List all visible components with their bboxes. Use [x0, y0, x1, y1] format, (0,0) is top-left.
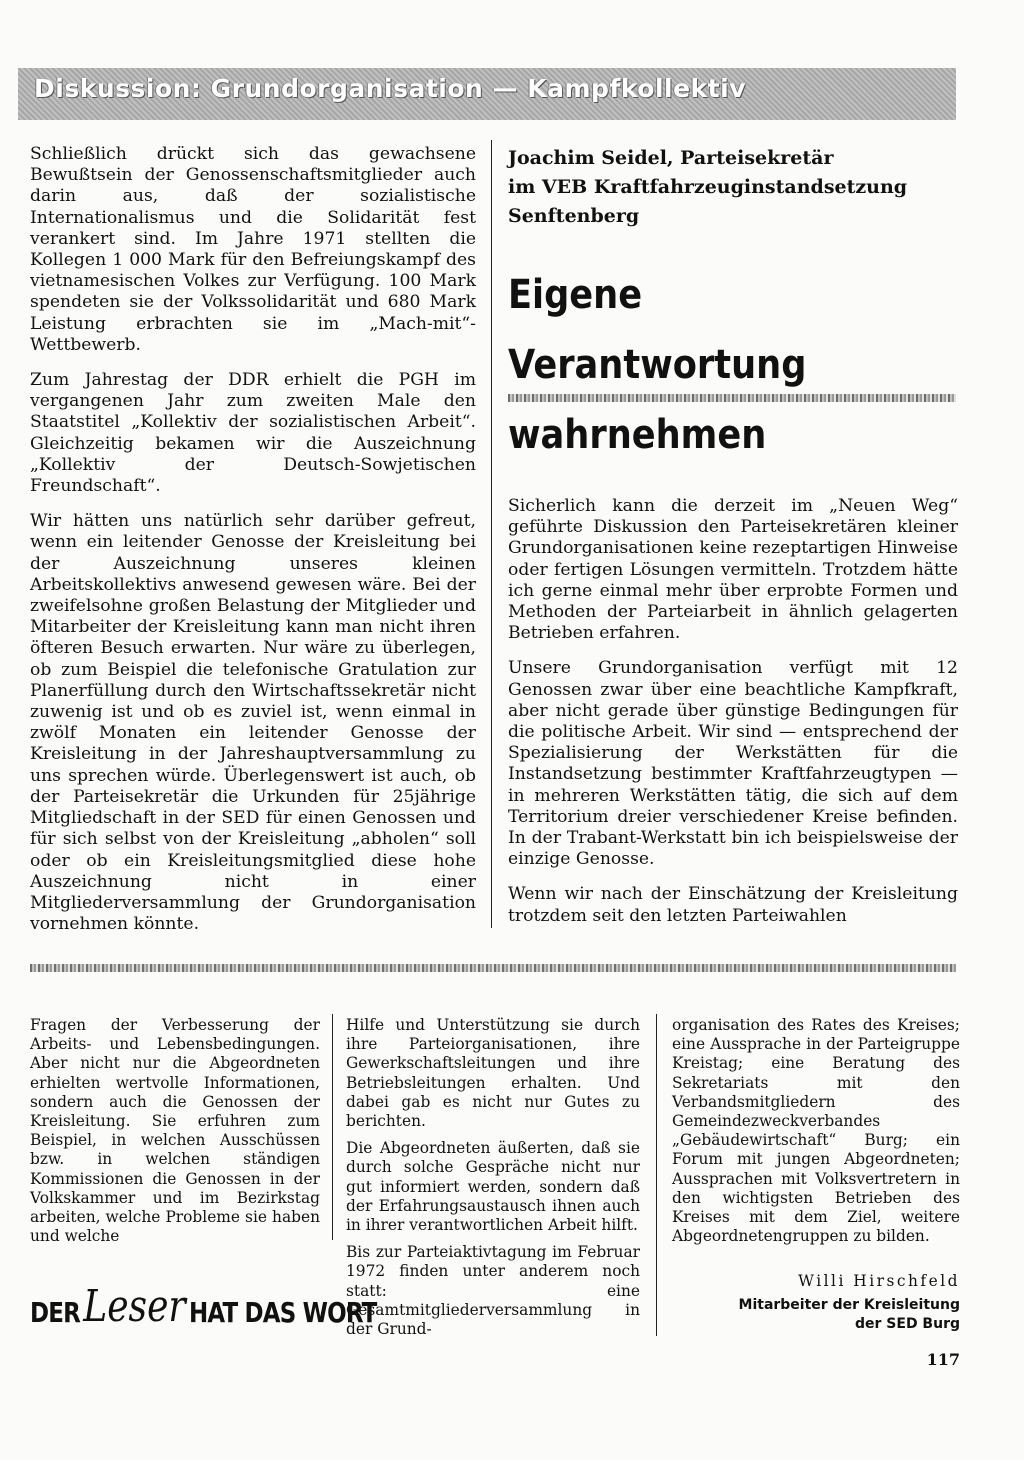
article-headline	[508, 260, 913, 470]
paragraph: Sicherlich kann die derzeit im „Neuen Weg“ geführte Diskussion den Parteisekretären kleiner Grundorganisationen keine rezeptartigen Hinweise oder fertigen Lösungen vermitteln. Trotzdem hätte ich gerne einmal mehr über erprobte Formen und Methoden der Parteiarbeit in ähnlich gelagerten Betrieben erfahren.	[508, 496, 958, 644]
paragraph: Fragen der Verbesserung der Arbeits- und Lebensbedingungen. Aber nicht nur die Abgeordneten erhielten wertvolle Informationen, sondern auch die Genossen der Kreisleitung. Sie erfuhren zum Beispiel, in welchen Ausschüssen bzw. in welchen ständigen Kommissionen die Genossen in der Volkskammer und im Bezirkstag arbeiten, welche Probleme sie haben und welche	[30, 1016, 320, 1246]
bottom-column-2	[346, 1016, 640, 1339]
paragraph: Schließlich drückt sich das gewachsene Bewußtsein der Genossenschaftsmitglieder auch darin aus, daß der sozialistische Internationalismus und die Solidarität fest verankert sind. Im Jahre 1971 stellten die Kollegen 1 000 Mark für den Befreiungskampf des vietnamesischen Volkes zur Verfügung. 100 Mark spendeten sie der Volkssolidarität und 680 Mark Leistung erbrachten sie im „Mach-mit“-Wettbewerb.	[30, 144, 476, 355]
headline-rule	[508, 394, 956, 402]
bottom-column-1	[30, 1016, 320, 1246]
author-signature: Willi Hirschfeld	[798, 1272, 960, 1290]
author-role	[700, 1296, 960, 1334]
rubric-logo	[30, 1280, 377, 1336]
paragraph: Wir hätten uns natürlich sehr darüber gefreut, wenn ein leitender Genosse der Kreisleitung bei der Auszeichnung unseres kleinen Arbeitskollektivs anwesend gewesen wäre. Bei der zweifelsohne großen Belastung der Mitglieder und Mitarbeiter der Kreisleitung kann man nicht ihren öfteren Besuch erwarten. Nur wäre zu überlegen, ob zum Beispiel die telefonische Gratulation zur Planerfüllung durch den Wirtschaftssekretär nicht zuwenig ist und ob es zuviel ist, wenn einmal in zwölf Monaten ein leitender Genosse der Kreisleitung in der Jahreshauptversammlung zu uns sprechen würde. Überlegenswert ist auch, ob der Parteisekretär die Urkunden für 25jährige Mitgliedschaft in der SED für einen Genossen und für sich selbst von der Kreisleitung „abholen“ soll oder ob ein Kreisleitungsmitglied diese hohe Auszeichnung nicht in einer Mitgliederversammlung der Grundorganisation vornehmen könnte.	[30, 511, 476, 935]
left-column	[30, 144, 476, 935]
column-divider	[656, 1014, 657, 1336]
column-divider	[332, 1014, 333, 1240]
paragraph: Zum Jahrestag der DDR erhielt die PGH im vergangenen Jahr zum zweiten Male den Staatstitel „Kollektiv der sozialistischen Arbeit“. Gleichzeitig bekamen wir die Auszeichnung „Kollektiv der Deutsch-Sowjetischen Freundschaft“.	[30, 370, 476, 497]
author-role-line: Mitarbeiter der Kreisleitung	[738, 1297, 960, 1313]
author-line: Senftenberg	[508, 205, 640, 227]
paragraph: Die Abgeordneten äußerten, daß sie durch solche Gespräche nicht nur gut informiert werden, sondern daß der Erfahrungsaustausch ihnen auch in ihrer verantwortlichen Arbeit hilft.	[346, 1139, 640, 1235]
rubric-word: HAT DAS WORT	[188, 1295, 377, 1329]
page-number: 117	[926, 1350, 960, 1369]
paragraph: organisation des Rates des Kreises; eine Aussprache in der Parteigruppe Kreistag; eine Beratung des Sekretariats mit den Verbandsmitgliedern des Gemeindezweckverbandes „Gebäudewirtschaft“ Burg; ein Forum mit jungen Abgeordneten; Aussprachen mit Volksvertretern in den wichtigsten Betrieben des Kreises mit dem Ziel, weitere Abgeordnetengruppen zu bilden.	[672, 1016, 960, 1246]
author-line: im VEB Kraftfahrzeuginstandsetzung	[508, 176, 908, 198]
rubric-word: DER	[30, 1295, 80, 1329]
author-role-line: der SED Burg	[855, 1316, 960, 1332]
paragraph: Hilfe und Unterstützung sie durch ihre Parteiorganisationen, ihre Gewerkschaftsleitungen und ihre Betriebsleitungen erhalten. Und dabei gab es nicht nur Gutes zu berichten.	[346, 1016, 640, 1131]
article-author-header	[508, 144, 958, 231]
paragraph: Unsere Grundorganisation verfügt mit 12 Genossen zwar über eine beachtliche Kampfkraft, aber nicht gerade über günstige Bedingungen für die politische Arbeit. Wir sind — entsprechend der Spezialisierung der Werkstätten für die Instandsetzung bestimmter Kraftfahrzeugtypen — in mehreren Werkstätten tätig, die sich auf dem Territorium dreier verschiedener Kreise befinden. In der Trabant-Werkstatt bin ich beispielsweise der einzige Genosse.	[508, 658, 958, 870]
column-divider	[491, 140, 492, 928]
author-line: Joachim Seidel, Parteisekretär	[508, 147, 834, 169]
banner-title: Diskussion: Grundorganisation — Kampfkollektiv	[34, 74, 746, 103]
article-body	[508, 496, 958, 927]
headline-line: Eigene Verantwortung	[508, 272, 807, 388]
paragraph: Wenn wir nach der Einschätzung der Kreisleitung trotzdem seit den letzten Parteiwahlen	[508, 884, 958, 926]
headline-line: wahrnehmen	[508, 412, 767, 458]
paragraph: Bis zur Parteiaktivtagung im Februar 1972 finden unter anderem noch statt: eine Gesamtmitgliederversammlung in der Grund-	[346, 1243, 640, 1339]
section-rule	[30, 964, 956, 972]
section-banner	[18, 68, 956, 120]
bottom-column-3	[672, 1016, 960, 1246]
rubric-script-word: Leser	[83, 1280, 186, 1332]
